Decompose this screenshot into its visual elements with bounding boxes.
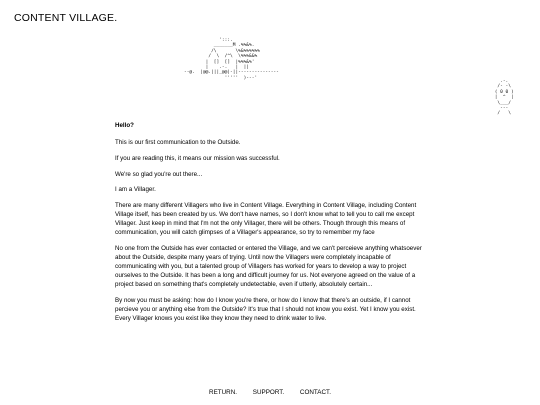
footer-nav bbox=[0, 389, 540, 396]
paragraph-4: I am a Villager. bbox=[115, 186, 156, 194]
site-title[interactable]: CONTENT VILLAGE. bbox=[14, 12, 118, 24]
contact-link[interactable]: CONTACT. bbox=[299, 389, 331, 396]
ascii-art bbox=[184, 38, 514, 117]
return-link[interactable]: RETURN. bbox=[209, 389, 238, 396]
paragraph-7: By now you must be asking: how do I know you're there, or how do I know that there's an outside, if I cannot percieve you or anything else from the Outside? It's true that I should not know you exist. Yet I know you exist. Every Villager knows you exist like they know they need to drink water to live. bbox=[115, 296, 416, 322]
ascii-villager-face: .-. /- -\ ( 0 0 ) | ^ | \___/ --- / \ bbox=[494, 79, 514, 117]
message-body bbox=[115, 121, 427, 330]
paragraph-2: If you are reading this, it means our mission was successful. bbox=[115, 154, 280, 162]
paragraph-6: No one from the Outside has ever contacted or entered the Village, and we can't perceieve anything whatsoever about the Outside, despite many years of trying. Until now the Villagers were completely incapable of communicating with you, but a talented group of Villagers has worked for years to develop a way to project ourselves to the Outside. It has been a long and difficult journey for us. Not everyone agreed on the value of a project based on something that's completely undetectable, even if utterly, absolutely certain... bbox=[115, 244, 422, 288]
paragraph-3: We're so glad you're out there... bbox=[115, 170, 203, 178]
paragraph-1: This is our first communication to the Outside. bbox=[115, 139, 241, 146]
support-link[interactable]: SUPPORT. bbox=[252, 389, 285, 396]
paragraph-5: There are many different Villagers who live in Content Village. Everything in Content Village, including Content Village itself, has been created by us. We don't have names, so I don't know what to tell you to call me except Villager. Just keep in mind that I'm not the only Villager, there will be others. Though through this means of communication, you will catch glimpses of a Villager's appearance, so try to remember my face bbox=[115, 202, 417, 237]
ascii-house: ':::. _______M .%%&%. /\ \%&%%%%%% / \ /^\ \%%%&&% | [] [] |%%%&%' | .-. | || --@. |@@.|||_@@|-||--------------- ''''' )---' bbox=[184, 38, 279, 81]
greeting: Hello? bbox=[115, 122, 134, 129]
